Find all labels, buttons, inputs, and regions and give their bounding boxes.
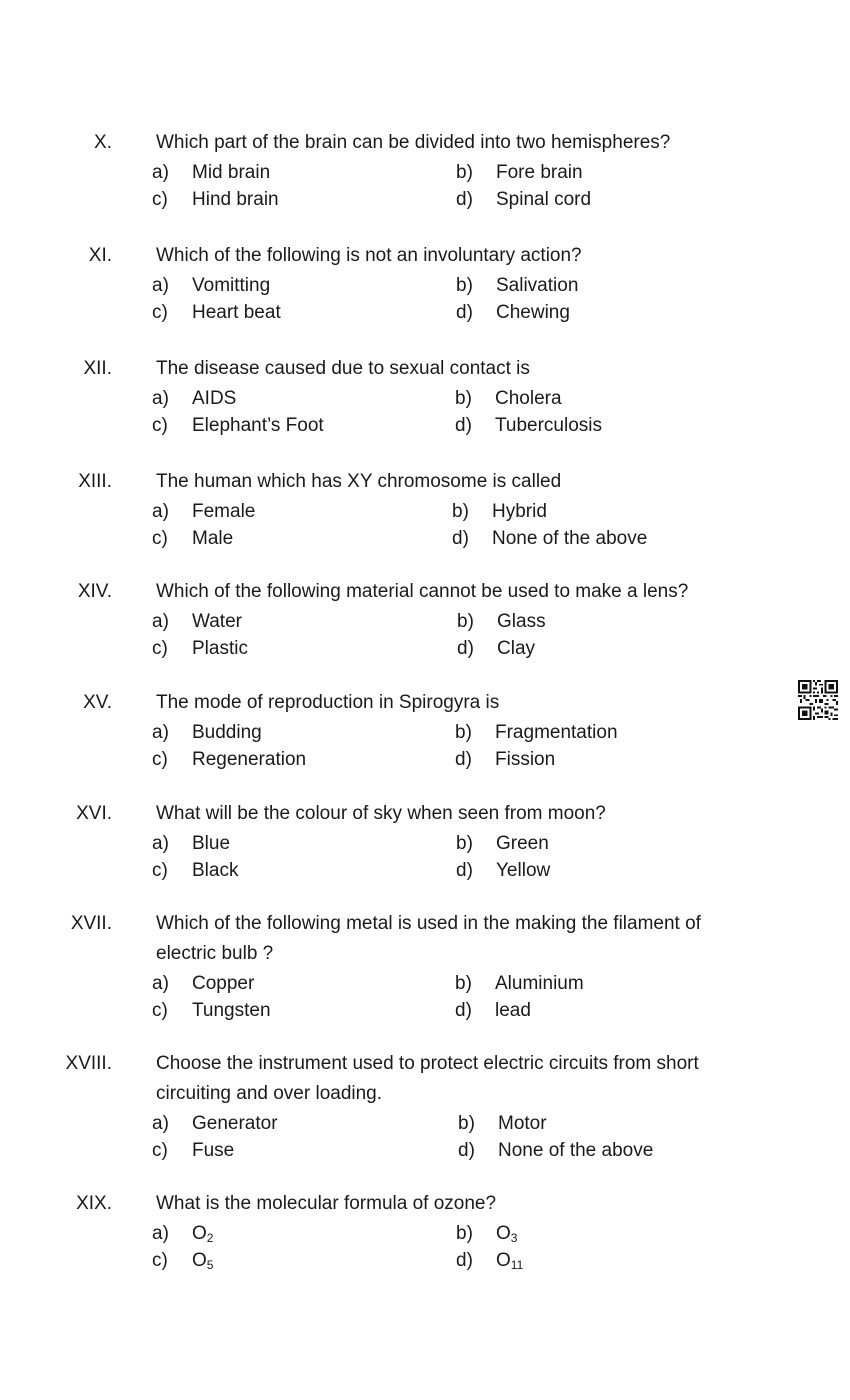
option-letter: d)	[456, 1250, 473, 1271]
option-letter: a)	[152, 611, 169, 632]
option-letter: c)	[152, 415, 168, 436]
option-text: Copper	[192, 973, 255, 994]
question-text: Choose the instrument used to protect electric circuits from short circuiting and over loading.	[156, 1053, 699, 1104]
option-c	[152, 299, 281, 326]
formula-base: O	[496, 1223, 511, 1244]
option-letter: c)	[152, 189, 168, 210]
option-text: Elephant’s Foot	[192, 415, 324, 436]
option-letter: b)	[455, 973, 472, 994]
option-letter: c)	[152, 302, 168, 323]
question-text: The disease caused due to sexual contact is	[156, 358, 530, 379]
option-text: Fragmentation	[495, 722, 618, 743]
option-text: Tuberculosis	[495, 415, 603, 436]
option-letter: d)	[458, 1140, 475, 1161]
question-text: What will be the colour of sky when seen from moon?	[156, 803, 606, 824]
option-letter: a)	[152, 973, 169, 994]
option-letter: b)	[456, 162, 473, 183]
option-text	[496, 1223, 517, 1244]
option-a	[152, 608, 242, 635]
option-text: Vomitting	[192, 275, 271, 296]
option-letter: c)	[152, 528, 168, 549]
option-d	[456, 186, 591, 213]
option-letter: b)	[455, 722, 472, 743]
question-number: XIV.	[77, 581, 112, 602]
option-d	[456, 299, 570, 326]
option-text: Black	[192, 860, 239, 881]
option-a	[152, 1110, 278, 1137]
option-c	[152, 635, 248, 662]
option-d	[455, 746, 555, 773]
option-text: Heart beat	[192, 302, 281, 323]
option-letter: b)	[458, 1113, 475, 1134]
option-letter: c)	[152, 638, 168, 659]
option-b	[457, 608, 546, 635]
option-a	[152, 970, 254, 997]
option-text: Motor	[498, 1113, 547, 1134]
option-text: Water	[192, 611, 242, 632]
formula-subscript: 2	[206, 1231, 214, 1245]
formula-base: O	[496, 1250, 511, 1271]
option-letter: d)	[455, 1000, 472, 1021]
option-letter: d)	[456, 302, 473, 323]
option-letter: a)	[152, 1223, 169, 1244]
question-text: The mode of reproduction in Spirogyra is	[156, 692, 500, 713]
option-text: lead	[495, 1000, 531, 1021]
option-text: Chewing	[496, 302, 570, 323]
formula-subscript: 3	[510, 1231, 518, 1245]
option-a	[152, 385, 236, 412]
option-text: Regeneration	[192, 749, 307, 770]
option-b	[455, 385, 562, 412]
option-text: Fore brain	[496, 162, 583, 183]
question-text: Which of the following material cannot be used to make a lens?	[156, 581, 689, 602]
question-number: XVII.	[70, 913, 112, 934]
option-text	[192, 1250, 213, 1271]
option-letter: a)	[152, 275, 169, 296]
option-a	[152, 159, 270, 186]
option-b	[455, 970, 584, 997]
option-text: Salivation	[496, 275, 579, 296]
option-letter: d)	[452, 528, 469, 549]
option-text: Yellow	[496, 860, 551, 881]
option-text: Cholera	[495, 388, 562, 409]
question-number: XII.	[83, 358, 112, 379]
option-d	[455, 997, 531, 1024]
option-d	[458, 1137, 653, 1164]
option-letter: b)	[456, 1223, 473, 1244]
option-letter: c)	[152, 1000, 168, 1021]
option-letter: c)	[152, 1140, 168, 1161]
option-letter: a)	[152, 388, 169, 409]
option-text: Hybrid	[492, 501, 547, 522]
formula-base: O	[192, 1250, 207, 1271]
question-number: XV.	[83, 692, 112, 713]
option-text: Fission	[495, 749, 556, 770]
option-text: Green	[496, 833, 549, 854]
question-number: XVIII.	[65, 1053, 112, 1074]
option-letter: c)	[152, 860, 168, 881]
option-letter: a)	[152, 501, 169, 522]
question-number: XVI.	[76, 803, 112, 824]
option-c	[152, 186, 279, 213]
option-b	[456, 830, 549, 857]
option-text: None of the above	[498, 1140, 654, 1161]
option-text: Spinal cord	[496, 189, 592, 210]
question-text: Which part of the brain can be divided into two hemispheres?	[156, 132, 671, 153]
option-text: Glass	[497, 611, 546, 632]
option-b	[458, 1110, 547, 1137]
option-d	[456, 857, 550, 884]
option-letter: b)	[456, 833, 473, 854]
option-letter: a)	[152, 1113, 169, 1134]
option-letter: d)	[456, 189, 473, 210]
option-c	[152, 1137, 234, 1164]
formula-subscript: 11	[510, 1258, 524, 1272]
option-text: Male	[192, 528, 234, 549]
option-letter: b)	[457, 611, 474, 632]
formula-base: O	[192, 1223, 207, 1244]
option-text: Aluminium	[495, 973, 584, 994]
option-text: Blue	[192, 833, 231, 854]
option-a	[152, 498, 255, 525]
option-text	[192, 1223, 213, 1244]
option-c	[152, 746, 306, 773]
option-c	[152, 997, 271, 1024]
option-a	[152, 272, 270, 299]
option-letter: d)	[457, 638, 474, 659]
question-number: XIX.	[76, 1193, 112, 1214]
option-d	[457, 635, 535, 662]
question-text: The human which has XY chromosome is called	[156, 471, 562, 492]
qr-code-icon	[798, 680, 838, 720]
option-text: Fuse	[192, 1140, 235, 1161]
option-text: AIDS	[192, 388, 237, 409]
option-d	[456, 1247, 523, 1279]
option-a	[152, 830, 230, 857]
option-text: Generator	[192, 1113, 278, 1134]
option-c	[152, 525, 233, 552]
question-text: Which of the following is not an involuntary action?	[156, 245, 582, 266]
option-a	[152, 719, 262, 746]
option-letter: b)	[455, 388, 472, 409]
option-text	[496, 1250, 523, 1271]
formula-subscript: 5	[206, 1258, 214, 1272]
option-letter: a)	[152, 833, 169, 854]
option-b	[456, 272, 578, 299]
option-text: Mid brain	[192, 162, 271, 183]
option-letter: b)	[456, 275, 473, 296]
question-number: XIII.	[78, 471, 112, 492]
option-letter: c)	[152, 749, 168, 770]
option-text: Budding	[192, 722, 262, 743]
option-b	[455, 719, 618, 746]
option-text: Tungsten	[192, 1000, 271, 1021]
question-text: Which of the following metal is used in the making the filament of electric bulb ?	[156, 913, 701, 964]
option-b	[452, 498, 547, 525]
option-letter: b)	[452, 501, 469, 522]
option-text: Clay	[497, 638, 536, 659]
option-text: Hind brain	[192, 189, 279, 210]
option-text: Female	[192, 501, 256, 522]
option-letter: a)	[152, 722, 169, 743]
question-number: XI.	[88, 245, 112, 266]
option-c	[152, 1247, 213, 1279]
option-d	[452, 525, 647, 552]
option-letter: d)	[455, 749, 472, 770]
option-letter: c)	[152, 1250, 168, 1271]
option-letter: a)	[152, 162, 169, 183]
option-letter: d)	[456, 860, 473, 881]
option-d	[455, 412, 602, 439]
question-text: What is the molecular formula of ozone?	[156, 1193, 497, 1214]
option-c	[152, 412, 324, 439]
option-text: Plastic	[192, 638, 248, 659]
option-c	[152, 857, 238, 884]
option-letter: d)	[455, 415, 472, 436]
option-text: None of the above	[492, 528, 648, 549]
option-b	[456, 159, 583, 186]
question-number: X.	[94, 132, 112, 153]
